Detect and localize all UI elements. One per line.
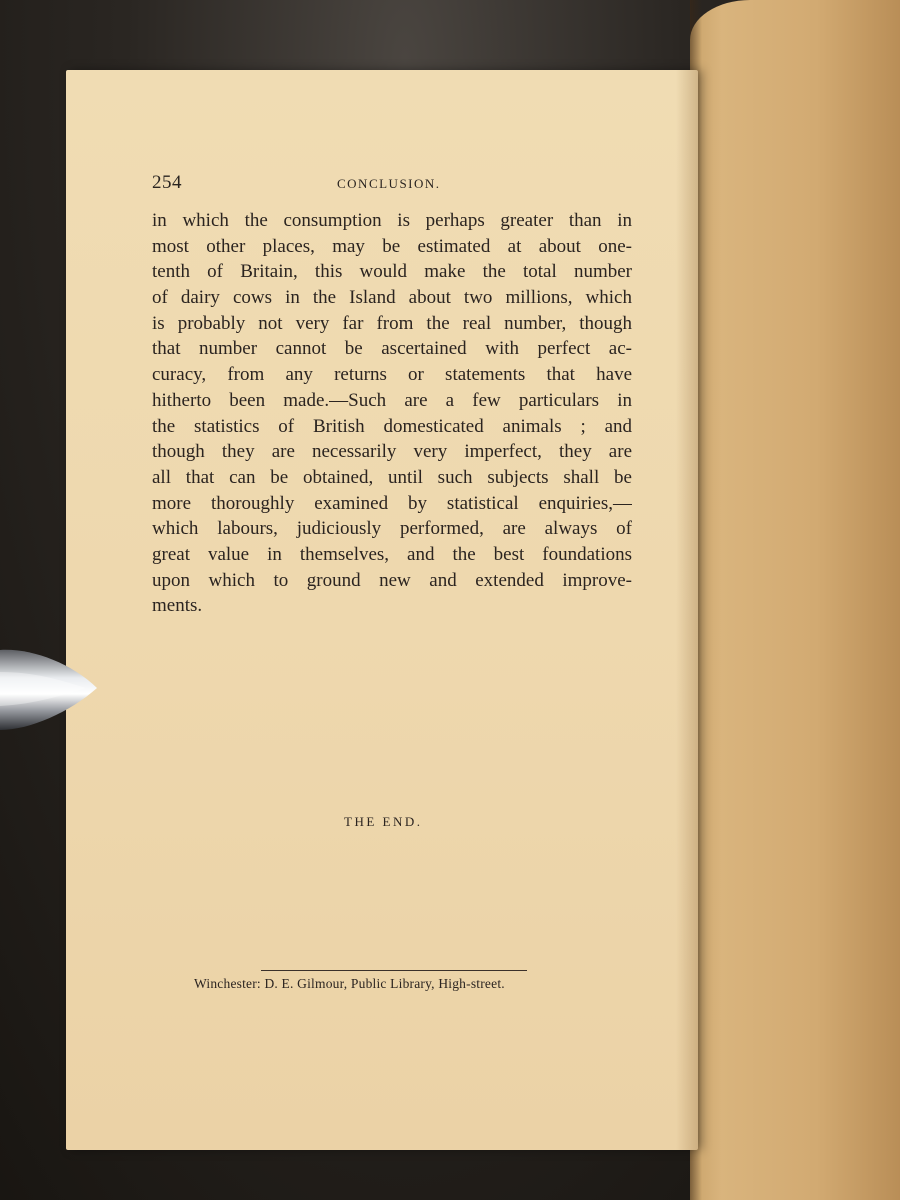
- metal-clip-icon: [0, 642, 100, 734]
- book-page: [66, 70, 698, 1150]
- text-line: the statistics of British domesticated animals ; and: [152, 415, 632, 437]
- text-line: is probably not very far from the real number, though: [152, 312, 632, 334]
- text-line: ments.: [152, 595, 203, 617]
- imprint-rule: [261, 970, 527, 971]
- text-line: more thoroughly examined by statistical enquiries,—: [152, 492, 632, 514]
- text-line: most other places, may be estimated at about one-: [152, 235, 632, 257]
- the-end-label: THE END.: [344, 814, 423, 829]
- text-line: curacy, from any returns or statements that have: [152, 364, 632, 386]
- facing-page: [690, 0, 900, 1200]
- text-line: which labours, judiciously performed, are always of: [152, 518, 632, 540]
- text-line: though they are necessarily very imperfect, they are: [152, 441, 632, 463]
- text-line: tenth of Britain, this would make the total number: [152, 261, 632, 283]
- running-head: CONCLUSION.: [337, 176, 441, 191]
- page-header: [152, 172, 632, 202]
- text-line: all that can be obtained, until such subjects shall be: [152, 466, 632, 488]
- page-number: 254: [152, 172, 182, 193]
- text-line: that number cannot be ascertained with perfect ac-: [152, 338, 632, 360]
- text-line: great value in themselves, and the best foundations: [152, 543, 632, 565]
- text-line: of dairy cows in the Island about two millions, which: [152, 287, 632, 309]
- text-line: upon which to ground new and extended improve-: [152, 569, 632, 591]
- text-line: hitherto been made.—Such are a few particulars in: [152, 389, 632, 411]
- body-text: [152, 208, 632, 619]
- text-line: in which the consumption is perhaps greater than in: [152, 210, 632, 231]
- printer-imprint: Winchester: D. E. Gilmour, Public Library, High-street.: [194, 976, 505, 991]
